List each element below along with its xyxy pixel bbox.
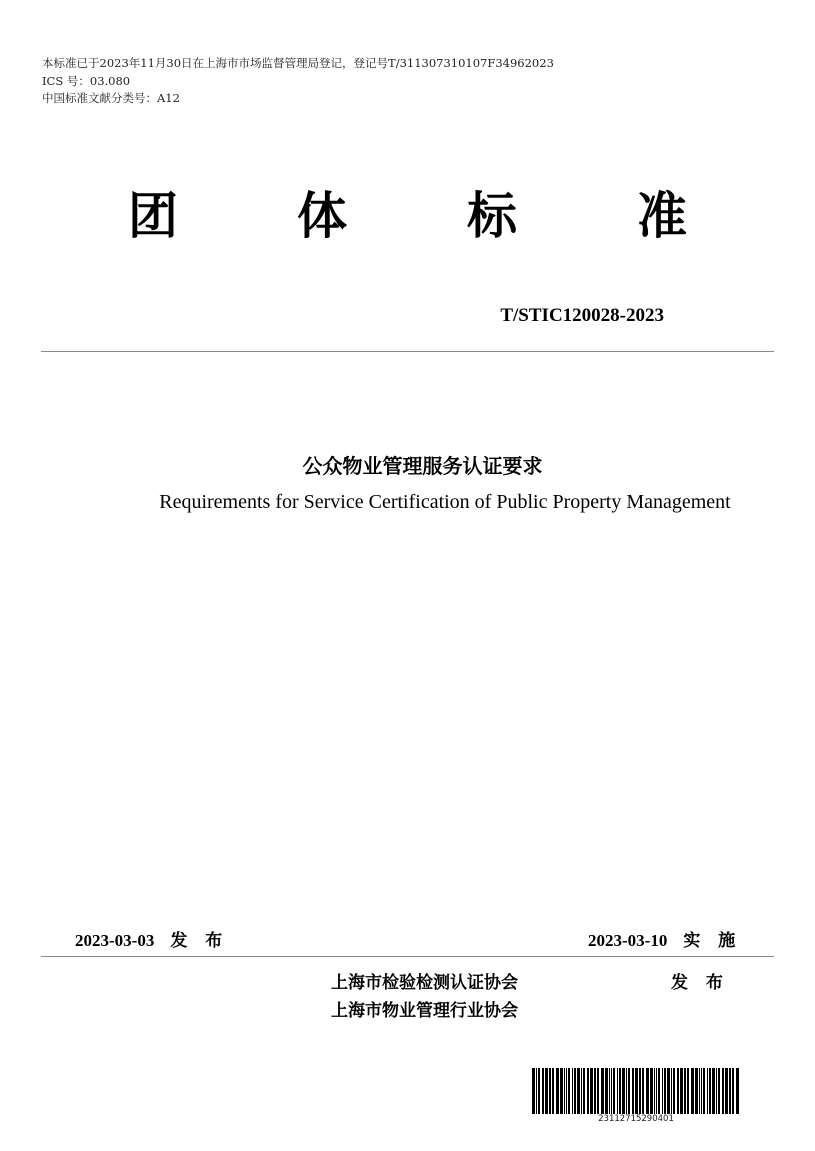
publish-date: 2023-03-03 [75,931,155,950]
registration-notice: 本标准已于2023年11月30日在上海市市场监督管理局登记，登记号T/311307310107F34962023 [42,56,554,70]
main-title-char-3: 标 [467,187,517,245]
org-publish-label: 发 布 [671,973,729,993]
bottom-divider [41,956,774,957]
publisher-org-2: 上海市物业管理行业协会 [331,1001,518,1021]
publish-label: 发 布 [170,931,229,951]
implement-label: 实 施 [683,931,742,951]
main-title-char-1: 团 [128,187,178,245]
main-title-char-4: 准 [637,187,687,245]
document-title-zh: 公众物业管理服务认证要求 [302,454,543,478]
document-title-en: Requirements for Service Certification of Public Property Management [159,491,731,513]
implement-date-block [588,926,741,951]
publisher-org-1: 上海市检验检测认证协会 [331,973,518,993]
standard-number: T/STIC120028-2023 [500,305,664,326]
implement-date: 2023-03-10 [588,931,668,950]
top-divider [41,351,774,352]
main-title-char-2: 体 [297,187,347,245]
barcode-image [530,1068,742,1114]
barcode-number: 23112715290401 [598,1114,674,1124]
publish-date-block [75,926,228,951]
ics-code: ICS 号：03.080 [42,74,131,88]
ccs-code: 中国标准文献分类号：A12 [42,91,180,105]
